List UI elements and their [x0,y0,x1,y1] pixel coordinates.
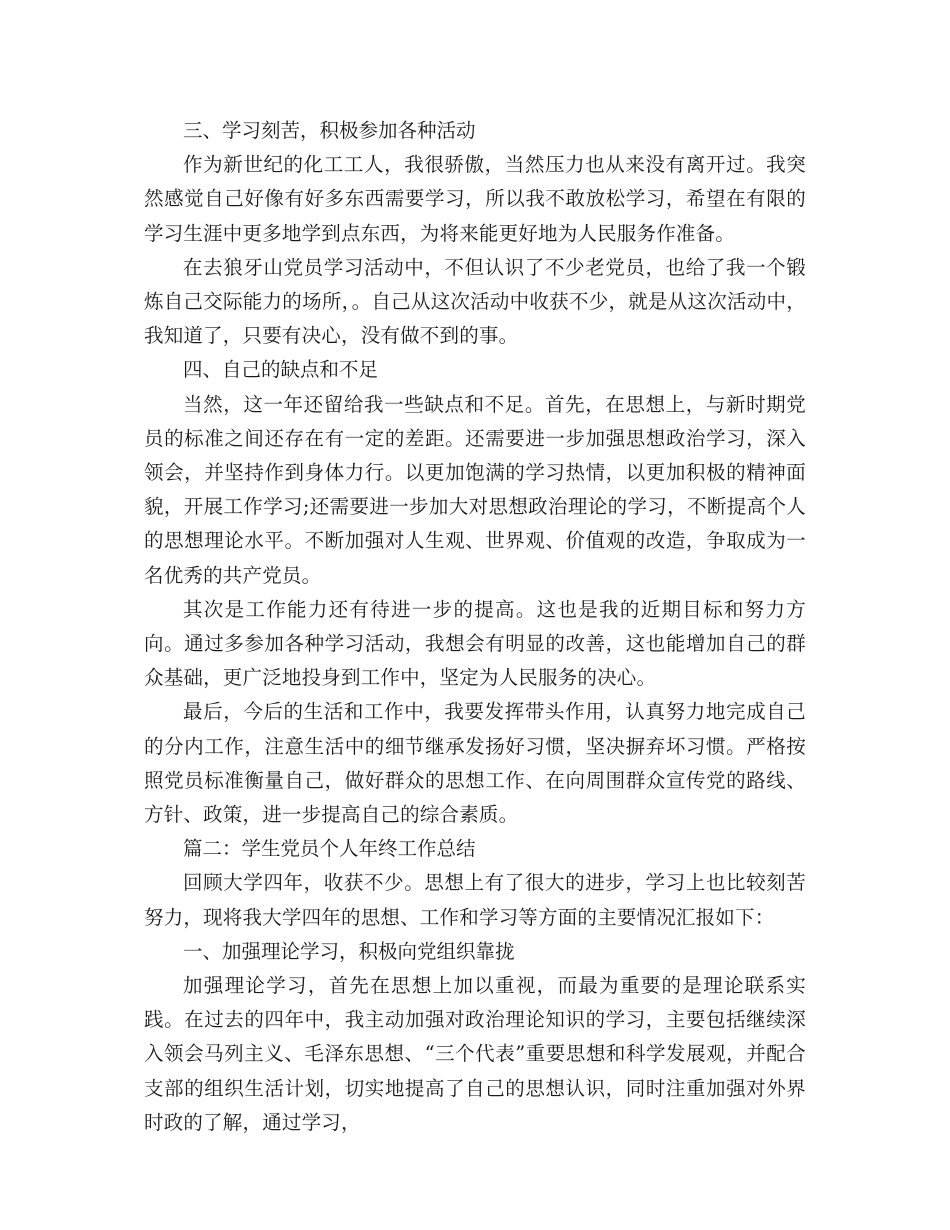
paragraph-shortcomings: 当然，这一年还留给我一些缺点和不足。首先，在思想上，与新时期党员的标准之间还存在有一定的差距。还需要进一步加强思想政治学习，深入领会，并坚持作到身体力行。以更加饱满的学习热情，以更加积极的精神面貌，开展工作学习;还需要进一步加大对思想政治理论的学习，不断提高个人的思想理论水平。不断加强对人生观、世界观、价值观的改造，争取成为一名优秀的共产党员。 [144,392,806,587]
section-heading-three: 三、学习刻苦，积极参加各种活动 [183,119,476,142]
paragraph-chemical-worker: 作为新世纪的化工工人，我很骄傲，当然压力也从来没有离开过。我突然感觉自己好像有好多东西需要学习，所以我不敢放松学习，希望在有限的学习生涯中更多地学到点东西，为将来能更好地为人民服务作准备。 [144,153,806,245]
section-heading-four: 四、自己的缺点和不足 [183,358,379,382]
paragraph-work-ability: 其次是工作能力还有待进一步的提高。这也是我的近期目标和努力方向。通过多参加各种学习活动，我想会有明显的改善，这也能增加自己的群众基础，更广泛地投身到工作中，坚定为人民服务的决心。 [144,597,806,690]
paragraph-review: 回顾大学四年，收获不少。思想上有了很大的进步，学习上也比较刻苦努力，现将我大学四年的思想、工作和学习等方面的主要情况汇报如下： [144,871,806,929]
article-two-title: 篇二：学生党员个人年终工作总结 [183,837,476,861]
paragraph-langya-activity: 在去狼牙山党员学习活动中，不但认识了不少老党员，也给了我一个锻炼自己交际能力的场所，。自己从这次活动中收获不少，就是从这次活动中，我知道了，只要有决心，没有做不到的事。 [144,255,806,348]
paragraph-theory-study: 加强理论学习，首先在思想上加以重视，而最为重要的是理论联系实践。在过去的四年中，我主动加强对政治理论知识的学习，主要包括继续深入领会马列主义、毛泽东思想、“三个代表”重要思想和科学发展观，并配合支部的组织生活计划，切实地提高了自己的思想认识，同时注重加强对外界时政的了解，通过学习， [144,974,806,1134]
section-heading-one: 一、加强理论学习，积极向党组织靠拢 [183,939,515,963]
paragraph-finally: 最后，今后的生活和工作中，我要发挥带头作用，认真努力地完成自己的分内工作，注意生活中的细节继承发扬好习惯，坚决摒弃坏习惯。严格按照党员标准衡量自己，做好群众的思想工作、在向周围群众宣传党的路线、方针、政策，进一步提高自己的综合素质。 [144,700,806,827]
document-page [144,114,806,1140]
